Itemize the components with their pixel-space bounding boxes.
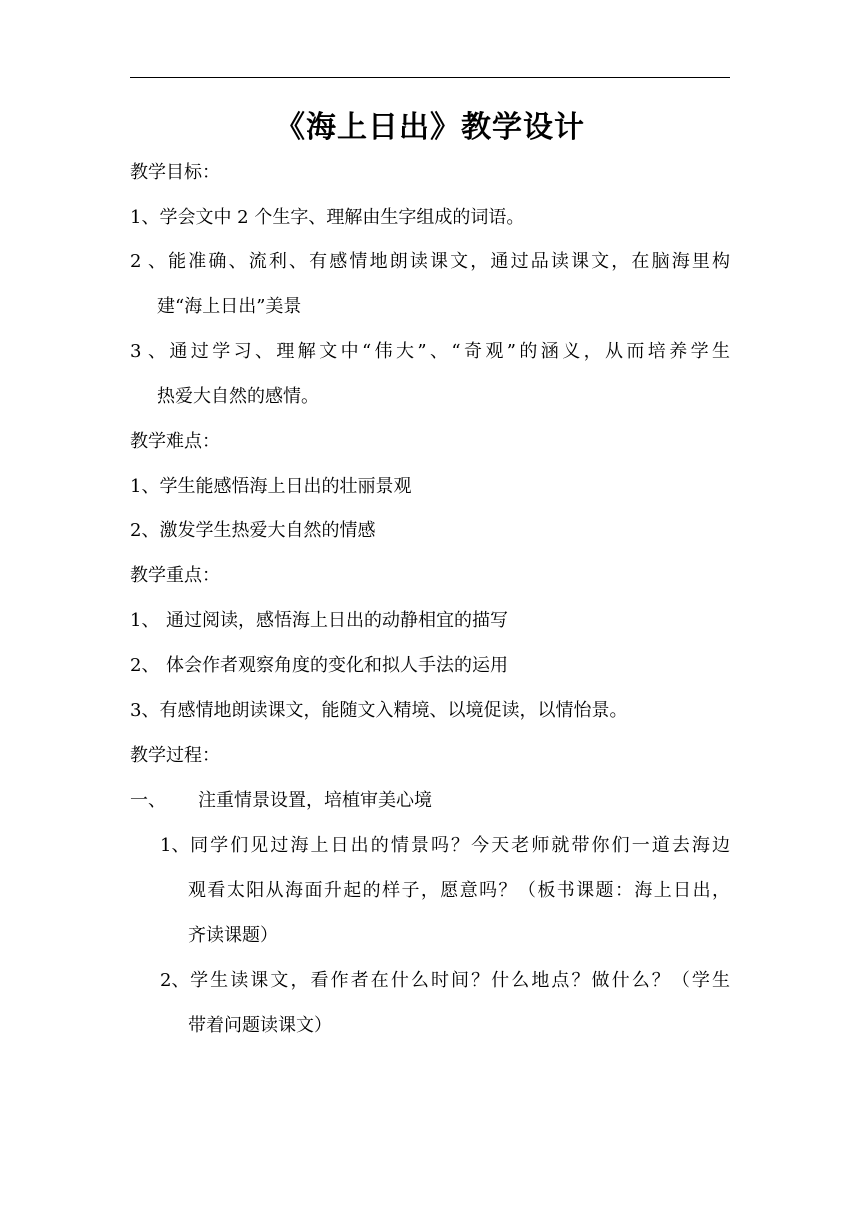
difficulty-item-2-num: 2、 bbox=[130, 520, 160, 541]
difficulties-heading: 教学难点： bbox=[130, 431, 220, 452]
process-section-1-title: 注重情景设置，培植审美心境 bbox=[198, 790, 432, 811]
key-point-item-3-num: 3、 bbox=[130, 700, 160, 721]
process-step-1-line1: 同学们见过海上日出的情景吗？今天老师就带你们一道去海边 bbox=[188, 835, 730, 856]
objective-item-3 bbox=[130, 338, 730, 366]
process-step-1-num: 1、 bbox=[160, 835, 190, 856]
process-section-1-num: 一、 bbox=[130, 790, 166, 811]
process-step-1 bbox=[160, 832, 730, 860]
difficulty-item-2 bbox=[130, 517, 375, 545]
objective-item-3-text-line1: 通过学习、理解文中“伟大”、“奇观”的涵义，从而培养学生 bbox=[166, 341, 730, 362]
objective-item-2 bbox=[130, 248, 730, 276]
difficulty-item-1-text: 学生能感悟海上日出的壮丽景观 bbox=[159, 476, 412, 497]
process-step-2-num: 2、 bbox=[160, 970, 190, 991]
process-step-2 bbox=[160, 967, 730, 995]
key-point-item-1-num: 1、 bbox=[130, 610, 160, 631]
difficulty-item-1-num: 1、 bbox=[130, 476, 160, 497]
key-point-item-3 bbox=[130, 697, 627, 725]
difficulty-item-2-text: 激发学生热爱大自然的情感 bbox=[159, 520, 376, 541]
key-point-item-1-text: 通过阅读，感悟海上日出的动静相宜的描写 bbox=[166, 610, 508, 631]
key-points-heading: 教学重点： bbox=[130, 565, 220, 586]
objectives-heading: 教学目标： bbox=[130, 162, 220, 183]
objective-item-1 bbox=[130, 204, 524, 232]
process-step-1-line3: 齐读课题） bbox=[188, 925, 278, 946]
key-point-item-2-num: 2、 bbox=[130, 655, 160, 676]
process-step-1-line2: 观看太阳从海面升起的样子，愿意吗？（板书课题：海上日出， bbox=[188, 880, 730, 901]
objective-item-1-num: 1、 bbox=[130, 207, 160, 228]
process-heading: 教学过程： bbox=[130, 745, 220, 766]
process-step-2-line2: 带着问题读课文） bbox=[188, 1015, 332, 1036]
document-title: 《海上日出》教学设计 bbox=[275, 110, 585, 145]
process-step-2-line1: 学生读课文，看作者在什么时间？什么地点？做什么？（学生 bbox=[188, 970, 730, 991]
objective-item-3-num: 3、 bbox=[130, 341, 166, 362]
key-point-item-2 bbox=[130, 652, 508, 680]
key-point-item-3-text: 有感情地朗读课文，能随文入精境、以境促读，以情怡景。 bbox=[159, 700, 628, 721]
key-point-item-1 bbox=[130, 607, 508, 635]
objective-item-1-text: 学会文中 2 个生字、理解由生字组成的词语。 bbox=[159, 207, 525, 228]
key-point-item-2-text: 体会作者观察角度的变化和拟人手法的运用 bbox=[166, 655, 508, 676]
objective-item-2-num: 2、 bbox=[130, 251, 166, 272]
objective-item-2-text-line2: 建“海上日出”美景 bbox=[157, 296, 302, 317]
difficulty-item-1 bbox=[130, 473, 411, 501]
objective-item-2-text-line1: 能准确、流利、有感情地朗读课文，通过品读课文，在脑海里构 bbox=[166, 251, 730, 272]
header-rule bbox=[130, 77, 730, 78]
process-section-1 bbox=[130, 787, 432, 815]
objective-item-3-text-line2: 热爱大自然的感情。 bbox=[157, 386, 319, 407]
